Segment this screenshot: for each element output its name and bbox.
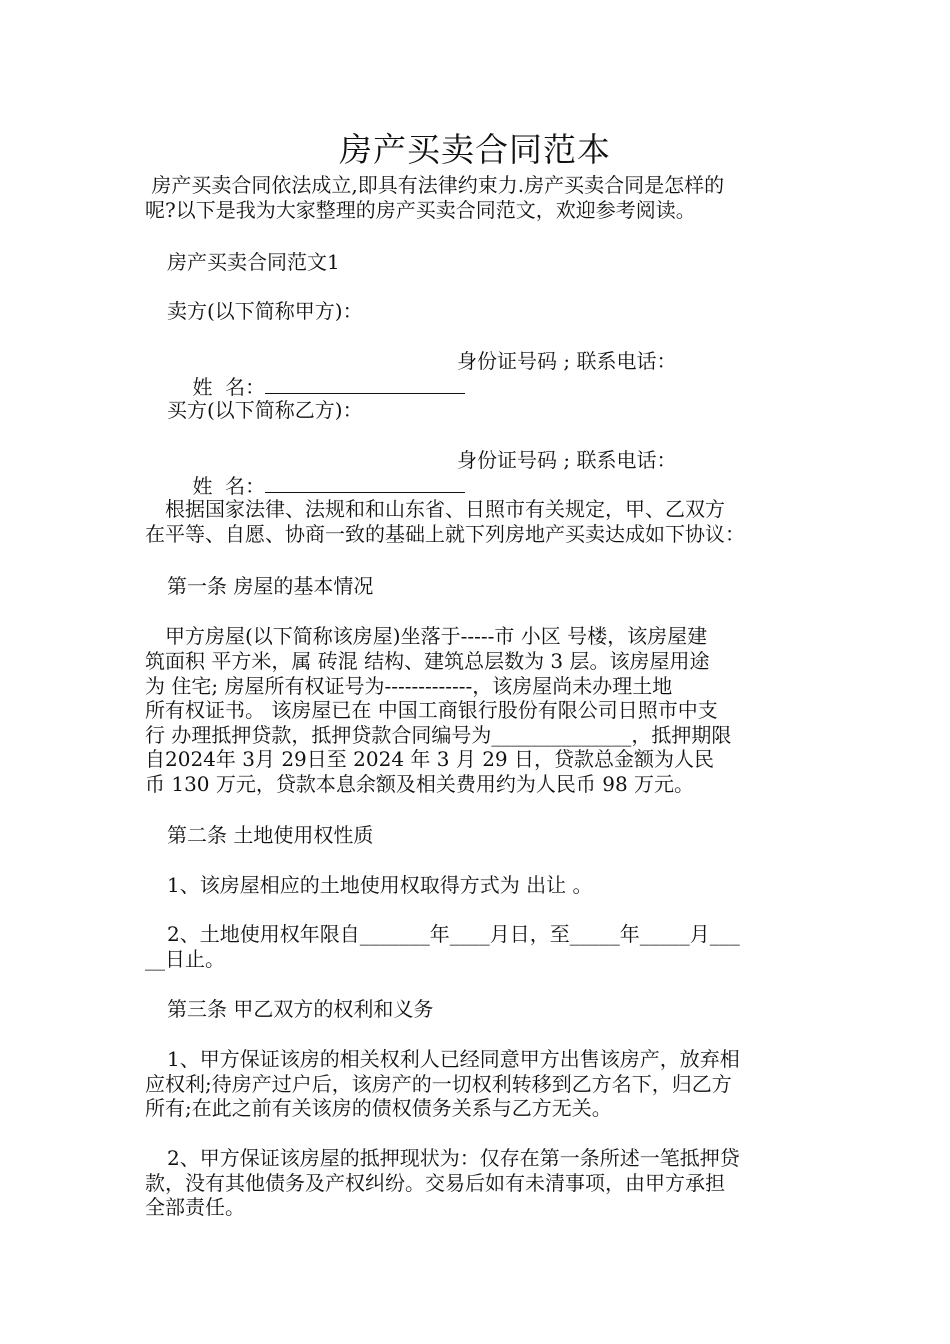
article-1-line-2: 筑面积 平方米，属 砖混 结构、建筑总层数为 3 层。该房屋用途 bbox=[145, 649, 710, 673]
seller-id-phone-label: 身份证号码 ; 联系电话： bbox=[457, 349, 677, 373]
section-heading: 房产买卖合同范文1 bbox=[167, 250, 340, 274]
article-1-line-5: 行 办理抵押贷款，抵押贷款合同编号为______________，抵押期限 bbox=[145, 723, 732, 747]
article-2-item-2-line-1: 2、土地使用权年限自_______年____月日，至_____年_____月___ bbox=[167, 922, 740, 946]
article-1-title: 第一条 房屋的基本情况 bbox=[167, 574, 374, 598]
buyer-id-phone-label: 身份证号码 ; 联系电话： bbox=[457, 448, 677, 472]
basis-line-1: 根据国家法律、法规和和山东省、日照市有关规定，甲、乙双方 bbox=[165, 497, 725, 521]
intro-line-1: 房产买卖合同依法成立,即具有法律约束力.房产买卖合同是怎样的 bbox=[145, 173, 725, 197]
document-title: 房产买卖合同范本 bbox=[339, 130, 611, 169]
article-3-item-1-line-2: 应权利;待房产过户后，该房产的一切权利转移到乙方名下，归乙方 bbox=[145, 1072, 732, 1096]
buyer-name-blank bbox=[265, 472, 465, 493]
article-3-item-2-line-1: 2、甲方保证该房屋的抵押现状为：仅存在第一条所述一笔抵押贷 bbox=[167, 1146, 740, 1170]
buyer-label: 买方(以下简称乙方)： bbox=[167, 398, 363, 422]
basis-line-2: 在平等、自愿、协商一致的基础上就下列房地产买卖达成如下协议： bbox=[145, 522, 745, 546]
article-2-item-1: 1、该房屋相应的土地使用权取得方式为 出让 。 bbox=[167, 873, 593, 897]
article-3-item-1-line-1: 1、甲方保证该房的相关权利人已经同意甲方出售该房产，放弃相 bbox=[167, 1047, 740, 1071]
article-3-item-1-line-3: 所有;在此之前有关该房的债权债务关系与乙方无关。 bbox=[145, 1096, 612, 1120]
article-1-line-6: 自2024年 3月 29日至 2024 年 3 月 29 日，贷款总金额为人民 bbox=[145, 747, 715, 771]
article-2-title: 第二条 土地使用权性质 bbox=[167, 823, 374, 847]
intro-line-2: 呢?以下是我为大家整理的房产买卖合同范文，欢迎参考阅读。 bbox=[145, 198, 696, 222]
seller-name-blank bbox=[265, 373, 465, 394]
seller-label: 卖方(以下简称甲方)： bbox=[167, 299, 363, 323]
article-1-line-3: 为 住宅; 房屋所有权证号为-------------，该房屋尚未办理土地 bbox=[145, 674, 673, 698]
article-3-item-2-line-2: 款，没有其他债务及产权纠纷。交易后如有未清事项，由甲方承担 bbox=[145, 1171, 725, 1195]
article-3-title: 第三条 甲乙双方的权利和义务 bbox=[167, 997, 434, 1021]
seller-name-label: 姓 名： bbox=[192, 375, 266, 399]
article-1-line-4: 所有权证书。 该房屋已在 中国工商银行股份有限公司日照市中支 bbox=[145, 698, 718, 722]
article-1-line-7: 币 130 万元，贷款本息余额及相关费用约为人民币 98 万元。 bbox=[145, 772, 695, 796]
article-3-item-2-line-3: 全部责任。 bbox=[145, 1195, 245, 1219]
article-2-item-2-line-2: __日止。 bbox=[145, 947, 225, 971]
article-1-line-1: 甲方房屋(以下简称该房屋)坐落于-----市 小区 号楼，该房屋建 bbox=[165, 624, 708, 648]
buyer-name-label: 姓 名： bbox=[192, 474, 266, 498]
